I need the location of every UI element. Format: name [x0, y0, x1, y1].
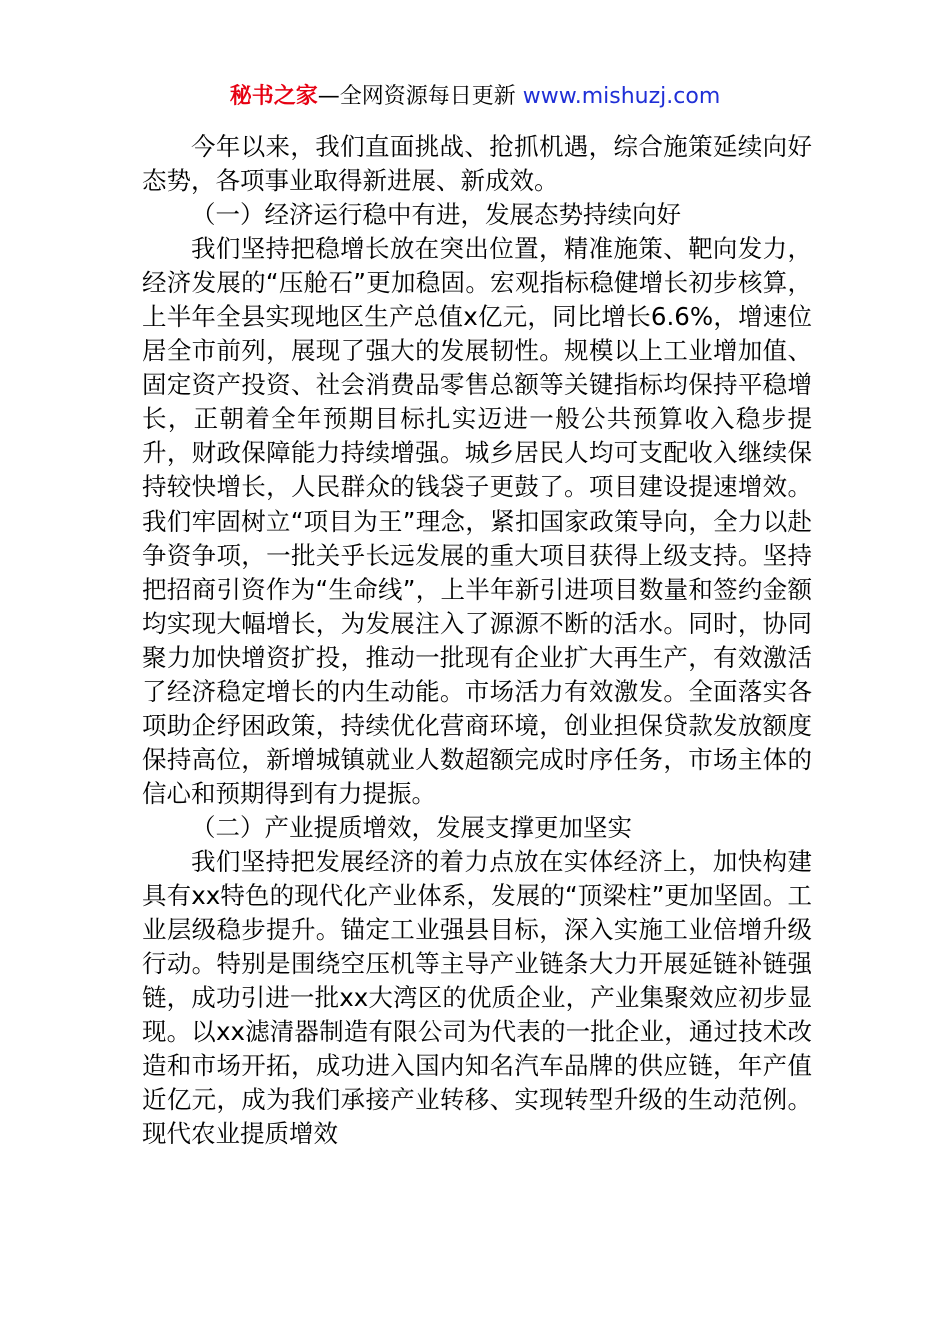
document-body	[142, 130, 812, 1151]
brand-name: 秘书之家	[229, 84, 318, 109]
header-tagline: —全网资源每日更新	[317, 84, 523, 109]
section-paragraph-1: 我们坚持把稳增长放在突出位置，精准施策、靶向发力，经济发展的“压舱石”更加稳固。宏观指标稳健增长初步核算，上半年全县实现地区生产总值x亿元，同比增长6.6%，增速位居全市前列，展现了强大的发展韧性。规模以上工业增加值、固定资产投资、社会消费品零售总额等关键指标均保持平稳增长，正朝着全年预期目标扎实迈进一般公共预算收入稳步提升，财政保障能力持续增强。城乡居民人均可支配收入继续保持较快增长，人民群众的钱袋子更鼓了。项目建设提速增效。我们牢固树立“项目为王”理念，紧扣国家政策导向，全力以赴争资争项，一批关乎长远发展的重大项目获得上级支持。坚持把招商引资作为“生命线”，上半年新引进项目数量和签约金额均实现大幅增长，为发展注入了源源不断的活水。同时，协同聚力加快增资扩投，推动一批现有企业扩大再生产，有效激活了经济稳定增长的内生动能。市场活力有效激发。全面落实各项助企纾困政策，持续优化营商环境，创业担保贷款发放额度保持高位，新增城镇就业人数超额完成时序任务，市场主体的信心和预期得到有力提振。	[142, 234, 812, 808]
website-link[interactable]: www.mishuzj.com	[522, 84, 721, 109]
page-header	[0, 80, 950, 114]
section-heading-2: （二）产业提质增效，发展支撑更加坚实	[191, 812, 632, 842]
section-paragraph-2: 我们坚持把发展经济的着力点放在实体经济上，加快构建具有xx特色的现代化产业体系，发展的“顶梁柱”更加坚固。工业层级稳步提升。锚定工业强县目标，深入实施工业倍增升级行动。特别是围绕空压机等主导产业链条大力开展延链补链强链，成功引进一批xx大湾区的优质企业，产业集聚效应初步显现。以xx滤清器制造有限公司为代表的一批企业，通过技术改造和市场开拓，成功进入国内知名汽车品牌的供应链，年产值近亿元，成为我们承接产业转移、实现转型升级的生动范例。现代农业提质增效	[142, 846, 812, 1149]
section-heading-1: （一）经济运行稳中有进，发展态势持续向好	[191, 200, 681, 230]
intro-paragraph: 今年以来，我们直面挑战、抢抓机遇，综合施策延续向好态势，各项事业取得新进展、新成效。	[142, 132, 812, 196]
